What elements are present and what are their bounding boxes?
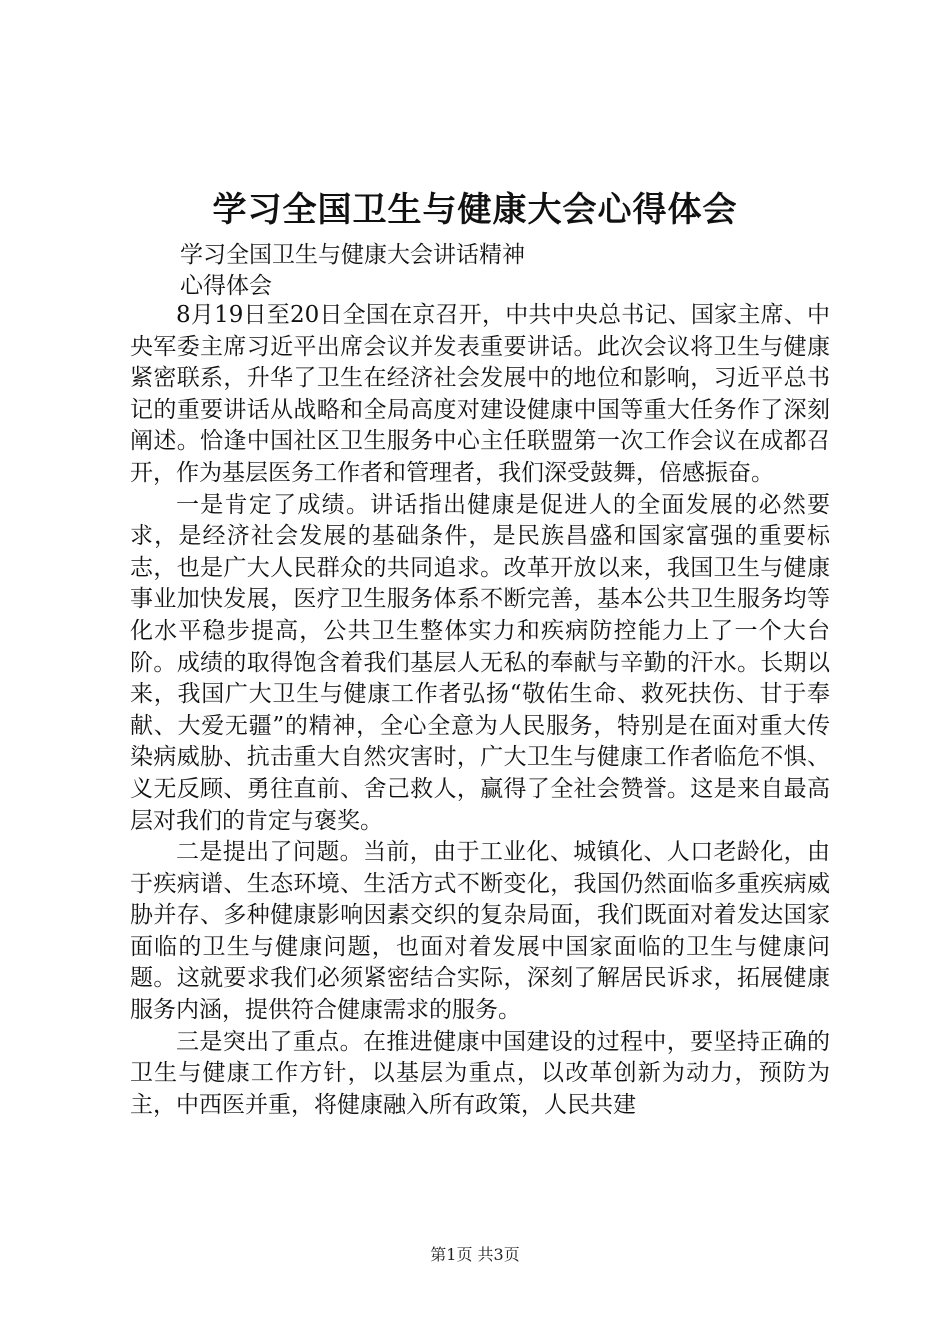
page-number-footer: 第1页 共3页 (430, 1245, 520, 1264)
body-paragraph-priorities: 三是突出了重点。在推进健康中国建设的过程中，要坚持正确的卫生与健康工作方针，以基层为重点，以改革创新为动力，预防为主，中西医并重，将健康融入所有政策，人民共建 (130, 1028, 830, 1118)
subtitle-line-2: 心得体会 (180, 273, 272, 299)
body-paragraph-achievements: 一是肯定了成绩。讲话指出健康是促进人的全面发展的必然要求，是经济社会发展的基础条件，是民族昌盛和国家富强的重要标志，也是广大人民群众的共同追求。改革开放以来，我国卫生与健康事业加快发展，医疗卫生服务体系不断完善，基本公共卫生服务均等化水平稳步提高，公共卫生整体实力和疾病防控能力上了一个大台阶。成绩的取得饱含着我们基层人无私的奉献与辛勤的汗水。长期以来，我国广大卫生与健康工作者弘扬“敬佑生命、救死扶伤、甘于奉献、大爱无疆”的精神，全心全意为人民服务，特别是在面对重大传染病威胁、抗击重大自然灾害时，广大卫生与健康工作者临危不惧、义无反顾、勇往直前、舍己救人，赢得了全社会赞誉。这是来自最高层对我们的肯定与褒奖。 (130, 491, 830, 834)
document-body (130, 300, 830, 1121)
body-paragraph-intro: 8月19日至20日全国在京召开，中共中央总书记、国家主席、中央军委主席习近平出席会议并发表重要讲话。此次会议将卫生与健康紧密联系，升华了卫生在经济社会发展中的地位和影响，习近平总书记的重要讲话从战略和全局高度对建设健康中国等重大任务作了深刻阐述。恰逢中国社区卫生服务中心主任联盟第一次工作会议在成都召开，作为基层医务工作者和管理者，我们深受鼓舞，倍感振奋。 (130, 302, 830, 486)
body-paragraph-problems: 二是提出了问题。当前，由于工业化、城镇化、人口老龄化，由于疾病谱、生态环境、生活方式不断变化，我国仍然面临多重疾病威胁并存、多种健康影响因素交织的复杂局面，我们既面对着发达国家面临的卫生与健康问题，也面对着发展中国家面临的卫生与健康问题。这就要求我们必须紧密结合实际，深刻了解居民诉求，拓展健康服务内涵，提供符合健康需求的服务。 (130, 839, 830, 1024)
subtitle-line-1: 学习全国卫生与健康大会讲话精神 (180, 242, 525, 268)
document-title: 学习全国卫生与健康大会心得体会 (212, 190, 738, 230)
